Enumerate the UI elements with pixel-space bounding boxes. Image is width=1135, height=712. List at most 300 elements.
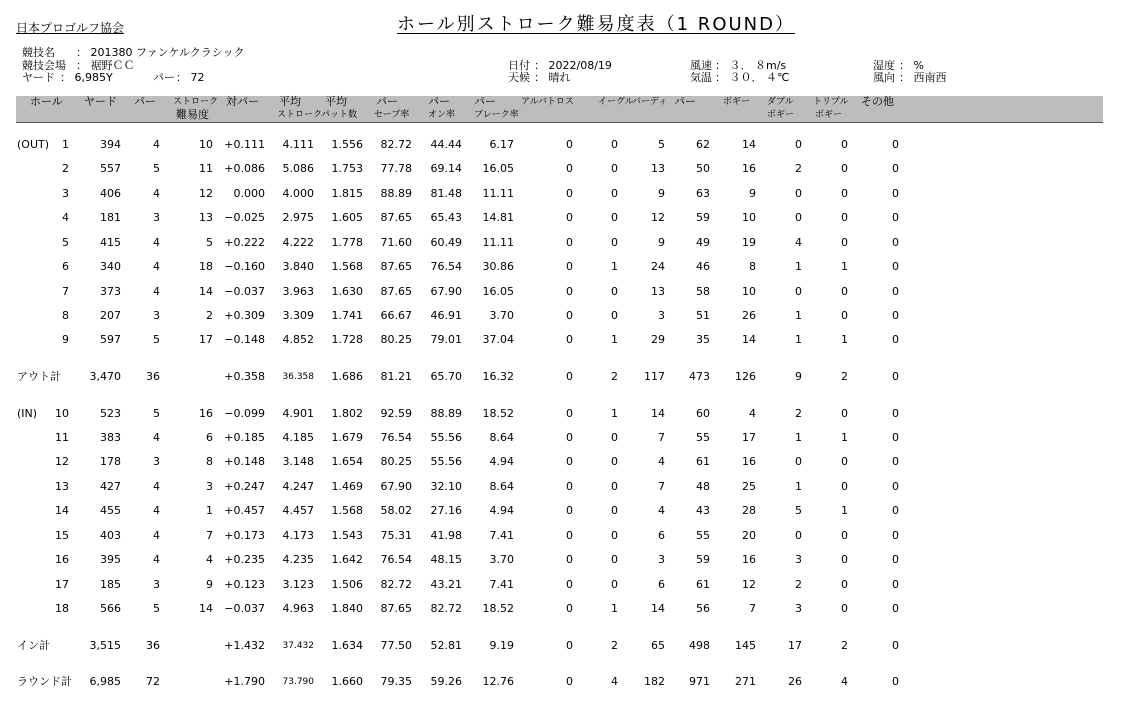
cell-par: 4: [153, 260, 160, 273]
table-row: [0, 285, 1135, 299]
cell-tri: 2: [841, 370, 848, 383]
cell-pr: 49: [696, 236, 710, 249]
col-avg-line1: 平均: [279, 95, 301, 108]
cell-hole: 9: [62, 333, 69, 346]
cell-par: 3: [153, 309, 160, 322]
cell-oth: 0: [892, 480, 899, 493]
cell-oth: 0: [892, 504, 899, 517]
cell-eag: 0: [611, 236, 618, 249]
cell-brk: 16.32: [482, 370, 514, 383]
date-label: 日付: [508, 59, 530, 72]
cell-tri: 1: [841, 431, 848, 444]
cell-yard: 3,470: [89, 370, 121, 383]
cell-bir: 182: [644, 675, 665, 688]
page-title: ホール別ストローク難易度表（1 ROUND）: [397, 14, 795, 35]
cell-hole: 4: [62, 211, 69, 224]
col-par-count: パー: [674, 95, 696, 108]
column-header-bar: [16, 96, 1103, 123]
cell-pr: 59: [696, 553, 710, 566]
cell-tri: 0: [841, 285, 848, 298]
cell-on: 69.14: [430, 162, 462, 175]
cell-save: 88.89: [380, 187, 412, 200]
col-break-line1: パー: [474, 95, 496, 108]
cell-par: 4: [153, 187, 160, 200]
cell-vs: +0.457: [224, 504, 265, 517]
cell-on: 88.89: [430, 407, 462, 420]
cell-alb: 0: [566, 187, 573, 200]
cell-bog: 26: [742, 309, 756, 322]
cell-yard: 383: [100, 431, 121, 444]
cell-avg: 4.901: [282, 407, 314, 420]
cell-par: 4: [153, 431, 160, 444]
cell-rank: 8: [206, 455, 213, 468]
cell-rank: 12: [199, 187, 213, 200]
cell-alb: 0: [566, 236, 573, 249]
cell-dbl: 1: [795, 260, 802, 273]
cell-vs: +0.173: [224, 529, 265, 542]
table-row: [0, 504, 1135, 518]
cell-tri: 0: [841, 162, 848, 175]
cell-alb: 0: [566, 407, 573, 420]
venue-label: 競技会場: [22, 59, 66, 72]
cell-dbl: 2: [795, 162, 802, 175]
cell-putt: 1.654: [331, 455, 363, 468]
col-on-line2: オン率: [428, 110, 456, 120]
cell-vs: +0.222: [224, 236, 265, 249]
col-yard: ヤード: [84, 95, 117, 108]
table-row: [0, 333, 1135, 347]
cell-save: 87.65: [380, 602, 412, 615]
weather-label: 天候: [508, 71, 530, 84]
cell-oth: 0: [892, 675, 899, 688]
cell-putt: 1.605: [331, 211, 363, 224]
cell-brk: 8.64: [489, 431, 514, 444]
tournament-label: 競技名: [22, 46, 55, 59]
cell-on: 60.49: [430, 236, 462, 249]
cell-hole: 8: [62, 309, 69, 322]
cell-yard: 427: [100, 480, 121, 493]
cell-label: ラウンド計: [17, 675, 72, 688]
cell-bog: 19: [742, 236, 756, 249]
cell-pr: 59: [696, 211, 710, 224]
cell-putt: 1.506: [331, 578, 363, 591]
cell-rank: 13: [199, 211, 213, 224]
cell-brk: 12.76: [482, 675, 514, 688]
cell-putt: 1.741: [331, 309, 363, 322]
table-row: [0, 138, 1135, 152]
cell-pr: 56: [696, 602, 710, 615]
cell-par: 72: [146, 675, 160, 688]
cell-par: 4: [153, 553, 160, 566]
cell-bog: 9: [749, 187, 756, 200]
cell-dbl: 0: [795, 138, 802, 151]
date-value: ： 2022/08/19: [534, 59, 612, 72]
cell-vs: −0.099: [224, 407, 265, 420]
wind-direction-label: 風向: [873, 71, 895, 84]
cell-yard: 340: [100, 260, 121, 273]
cell-save: 82.72: [380, 138, 412, 151]
cell-avg: 4.963: [282, 602, 314, 615]
cell-avg: 37.432: [282, 641, 314, 651]
yard-value: ： 6,985Y: [60, 71, 113, 84]
cell-yard: 597: [100, 333, 121, 346]
cell-vs: +1.790: [224, 675, 265, 688]
col-eagle: イーグル: [598, 97, 634, 107]
cell-avg: 4.852: [282, 333, 314, 346]
cell-hole: 3: [62, 187, 69, 200]
cell-avg: 3.123: [282, 578, 314, 591]
cell-avg: 3.148: [282, 455, 314, 468]
cell-brk: 16.05: [482, 162, 514, 175]
cell-dbl: 3: [795, 602, 802, 615]
cell-tri: 1: [841, 333, 848, 346]
cell-brk: 7.41: [489, 529, 514, 542]
total-row: [0, 675, 1135, 689]
weather-value: ： 晴れ: [534, 71, 571, 84]
cell-putt: 1.686: [331, 370, 363, 383]
cell-tri: 0: [841, 309, 848, 322]
col-double-line1: ダブル: [767, 97, 794, 107]
cell-dbl: 1: [795, 480, 802, 493]
cell-rank: 14: [199, 285, 213, 298]
cell-eag: 0: [611, 138, 618, 151]
cell-oth: 0: [892, 162, 899, 175]
total-row: [0, 639, 1135, 653]
cell-dbl: 17: [788, 639, 802, 652]
cell-avg: 3.309: [282, 309, 314, 322]
cell-eag: 4: [611, 675, 618, 688]
cell-save: 92.59: [380, 407, 412, 420]
cell-tri: 0: [841, 138, 848, 151]
cell-hole: 16: [55, 553, 69, 566]
cell-brk: 3.70: [489, 553, 514, 566]
cell-eag: 0: [611, 431, 618, 444]
cell-putt: 1.543: [331, 529, 363, 542]
cell-avg: 3.963: [282, 285, 314, 298]
cell-save: 58.02: [380, 504, 412, 517]
col-triple-line2: ボギー: [815, 110, 843, 120]
table-row: [0, 187, 1135, 201]
cell-par: 5: [153, 602, 160, 615]
cell-label: イン計: [17, 639, 50, 652]
table-row: [0, 553, 1135, 567]
cell-tri: 0: [841, 236, 848, 249]
cell-rank: 7: [206, 529, 213, 542]
cell-yard: 373: [100, 285, 121, 298]
cell-hole: 11: [55, 431, 69, 444]
humidity-value: ： %: [899, 59, 924, 72]
cell-hole: 10: [55, 407, 69, 420]
cell-rank: 11: [199, 162, 213, 175]
cell-vs: +1.432: [224, 639, 265, 652]
cell-pr: 473: [689, 370, 710, 383]
cell-eag: 0: [611, 211, 618, 224]
cell-oth: 0: [892, 455, 899, 468]
cell-on: 55.56: [430, 431, 462, 444]
cell-rank: 14: [199, 602, 213, 615]
cell-eag: 1: [611, 407, 618, 420]
cell-par: 4: [153, 285, 160, 298]
cell-alb: 0: [566, 211, 573, 224]
cell-rank: 16: [199, 407, 213, 420]
cell-hole: 17: [55, 578, 69, 591]
cell-on: 81.48: [430, 187, 462, 200]
cell-bog: 16: [742, 455, 756, 468]
cell-dbl: 0: [795, 211, 802, 224]
cell-par: 5: [153, 162, 160, 175]
cell-eag: 1: [611, 333, 618, 346]
cell-avg: 5.086: [282, 162, 314, 175]
cell-save: 79.35: [380, 675, 412, 688]
cell-bog: 145: [735, 639, 756, 652]
col-vs-par: 対パー: [226, 95, 259, 108]
cell-eag: 2: [611, 639, 618, 652]
cell-on: 43.21: [430, 578, 462, 591]
cell-oth: 0: [892, 285, 899, 298]
cell-par: 36: [146, 370, 160, 383]
cell-pr: 63: [696, 187, 710, 200]
cell-bir: 117: [644, 370, 665, 383]
col-save-line2: セーブ率: [374, 110, 410, 120]
cell-avg: 2.975: [282, 211, 314, 224]
table-row: [0, 162, 1135, 176]
cell-pr: 48: [696, 480, 710, 493]
cell-brk: 7.41: [489, 578, 514, 591]
cell-dbl: 0: [795, 187, 802, 200]
cell-brk: 6.17: [489, 138, 514, 151]
cell-eag: 1: [611, 260, 618, 273]
cell-bir: 5: [658, 138, 665, 151]
cell-save: 76.54: [380, 553, 412, 566]
cell-bog: 271: [735, 675, 756, 688]
cell-tri: 2: [841, 639, 848, 652]
cell-on: 41.98: [430, 529, 462, 542]
col-double-line2: ボギー: [767, 110, 795, 120]
cell-oth: 0: [892, 529, 899, 542]
table-row: [0, 529, 1135, 543]
cell-brk: 11.11: [482, 187, 514, 200]
cell-putt: 1.634: [331, 639, 363, 652]
cell-dbl: 1: [795, 333, 802, 346]
cell-brk: 14.81: [482, 211, 514, 224]
cell-par: 4: [153, 480, 160, 493]
cell-on: 52.81: [430, 639, 462, 652]
cell-bir: 13: [651, 162, 665, 175]
cell-label: アウト計: [17, 370, 61, 383]
cell-rank: 17: [199, 333, 213, 346]
cell-tri: 0: [841, 529, 848, 542]
cell-label: (IN): [17, 407, 38, 420]
cell-pr: 55: [696, 431, 710, 444]
cell-save: 71.60: [380, 236, 412, 249]
cell-hole: 1: [62, 138, 69, 151]
cell-tri: 1: [841, 260, 848, 273]
cell-oth: 0: [892, 138, 899, 151]
cell-vs: −0.025: [224, 211, 265, 224]
cell-eag: 0: [611, 553, 618, 566]
cell-par: 4: [153, 236, 160, 249]
cell-par: 3: [153, 211, 160, 224]
cell-putt: 1.815: [331, 187, 363, 200]
cell-on: 48.15: [430, 553, 462, 566]
cell-alb: 0: [566, 138, 573, 151]
cell-save: 80.25: [380, 333, 412, 346]
cell-save: 76.54: [380, 431, 412, 444]
wind-speed-label: 風速: [690, 59, 712, 72]
cell-dbl: 1: [795, 431, 802, 444]
cell-pr: 35: [696, 333, 710, 346]
cell-bog: 16: [742, 162, 756, 175]
cell-par: 3: [153, 455, 160, 468]
cell-on: 82.72: [430, 602, 462, 615]
cell-avg: 4.185: [282, 431, 314, 444]
cell-bir: 12: [651, 211, 665, 224]
cell-oth: 0: [892, 602, 899, 615]
cell-bir: 29: [651, 333, 665, 346]
cell-rank: 9: [206, 578, 213, 591]
cell-save: 87.65: [380, 260, 412, 273]
col-save-line1: パー: [376, 95, 398, 108]
cell-bog: 14: [742, 333, 756, 346]
cell-bog: 126: [735, 370, 756, 383]
cell-bir: 6: [658, 529, 665, 542]
cell-brk: 8.64: [489, 480, 514, 493]
cell-vs: +0.247: [224, 480, 265, 493]
cell-rank: 5: [206, 236, 213, 249]
cell-hole: 6: [62, 260, 69, 273]
cell-bog: 8: [749, 260, 756, 273]
cell-tri: 0: [841, 480, 848, 493]
cell-pr: 498: [689, 639, 710, 652]
cell-pr: 61: [696, 455, 710, 468]
cell-pr: 46: [696, 260, 710, 273]
cell-alb: 0: [566, 285, 573, 298]
table-row: [0, 602, 1135, 616]
cell-par: 36: [146, 639, 160, 652]
cell-alb: 0: [566, 370, 573, 383]
cell-putt: 1.642: [331, 553, 363, 566]
cell-bir: 7: [658, 480, 665, 493]
cell-yard: 523: [100, 407, 121, 420]
cell-par: 3: [153, 578, 160, 591]
cell-bir: 7: [658, 431, 665, 444]
cell-alb: 0: [566, 162, 573, 175]
cell-hole: 12: [55, 455, 69, 468]
cell-oth: 0: [892, 187, 899, 200]
cell-tri: 4: [841, 675, 848, 688]
cell-rank: 18: [199, 260, 213, 273]
cell-putt: 1.840: [331, 602, 363, 615]
cell-rank: 6: [206, 431, 213, 444]
cell-par: 4: [153, 529, 160, 542]
cell-eag: 0: [611, 162, 618, 175]
humidity-label: 湿度: [873, 59, 895, 72]
cell-bir: 9: [658, 187, 665, 200]
par-label: パー: [153, 71, 175, 84]
cell-save: 87.65: [380, 285, 412, 298]
cell-vs: −0.037: [224, 285, 265, 298]
cell-brk: 9.19: [489, 639, 514, 652]
cell-save: 80.25: [380, 455, 412, 468]
cell-dbl: 2: [795, 407, 802, 420]
cell-alb: 0: [566, 309, 573, 322]
col-par: パー: [134, 95, 156, 108]
cell-rank: 10: [199, 138, 213, 151]
cell-oth: 0: [892, 639, 899, 652]
yard-label: ヤード: [22, 71, 55, 84]
cell-oth: 0: [892, 578, 899, 591]
cell-bir: 13: [651, 285, 665, 298]
cell-hole: 13: [55, 480, 69, 493]
cell-save: 66.67: [380, 309, 412, 322]
cell-pr: 60: [696, 407, 710, 420]
cell-eag: 0: [611, 455, 618, 468]
cell-tri: 0: [841, 407, 848, 420]
cell-brk: 16.05: [482, 285, 514, 298]
col-bogey: ボギー: [723, 97, 751, 107]
cell-eag: 0: [611, 578, 618, 591]
cell-avg: 73.790: [282, 677, 314, 687]
cell-vs: −0.148: [224, 333, 265, 346]
col-on-line1: パー: [428, 95, 450, 108]
cell-avg: 4.457: [282, 504, 314, 517]
cell-bir: 3: [658, 309, 665, 322]
cell-putt: 1.630: [331, 285, 363, 298]
col-hole: ホール: [30, 95, 63, 108]
cell-alb: 0: [566, 504, 573, 517]
cell-yard: 178: [100, 455, 121, 468]
cell-pr: 62: [696, 138, 710, 151]
cell-label: (OUT): [17, 138, 50, 151]
cell-oth: 0: [892, 236, 899, 249]
cell-hole: 7: [62, 285, 69, 298]
cell-rank: 2: [206, 309, 213, 322]
cell-on: 46.91: [430, 309, 462, 322]
cell-bog: 14: [742, 138, 756, 151]
cell-bog: 25: [742, 480, 756, 493]
col-other: その他: [861, 95, 894, 108]
col-triple-line1: トリプル: [813, 97, 849, 107]
cell-hole: 15: [55, 529, 69, 542]
col-birdie: バーディ: [632, 97, 668, 107]
table-row: [0, 455, 1135, 469]
organization-name: 日本プロゴルフ協会: [16, 21, 125, 35]
cell-yard: 3,515: [89, 639, 121, 652]
cell-pr: 58: [696, 285, 710, 298]
cell-bog: 10: [742, 285, 756, 298]
cell-dbl: 26: [788, 675, 802, 688]
cell-bog: 20: [742, 529, 756, 542]
cell-bog: 28: [742, 504, 756, 517]
cell-avg: 3.840: [282, 260, 314, 273]
cell-on: 27.16: [430, 504, 462, 517]
cell-putt: 1.469: [331, 480, 363, 493]
cell-oth: 0: [892, 333, 899, 346]
cell-vs: 0.000: [233, 187, 265, 200]
table-row: [0, 236, 1135, 250]
cell-yard: 395: [100, 553, 121, 566]
cell-bir: 14: [651, 407, 665, 420]
cell-eag: 1: [611, 602, 618, 615]
cell-pr: 55: [696, 529, 710, 542]
col-break-line2: ブレーク率: [474, 110, 519, 120]
cell-pr: 61: [696, 578, 710, 591]
table-row: [0, 407, 1135, 421]
cell-save: 81.21: [380, 370, 412, 383]
col-rank-line2: 難易度: [176, 108, 209, 121]
cell-yard: 207: [100, 309, 121, 322]
cell-on: 32.10: [430, 480, 462, 493]
